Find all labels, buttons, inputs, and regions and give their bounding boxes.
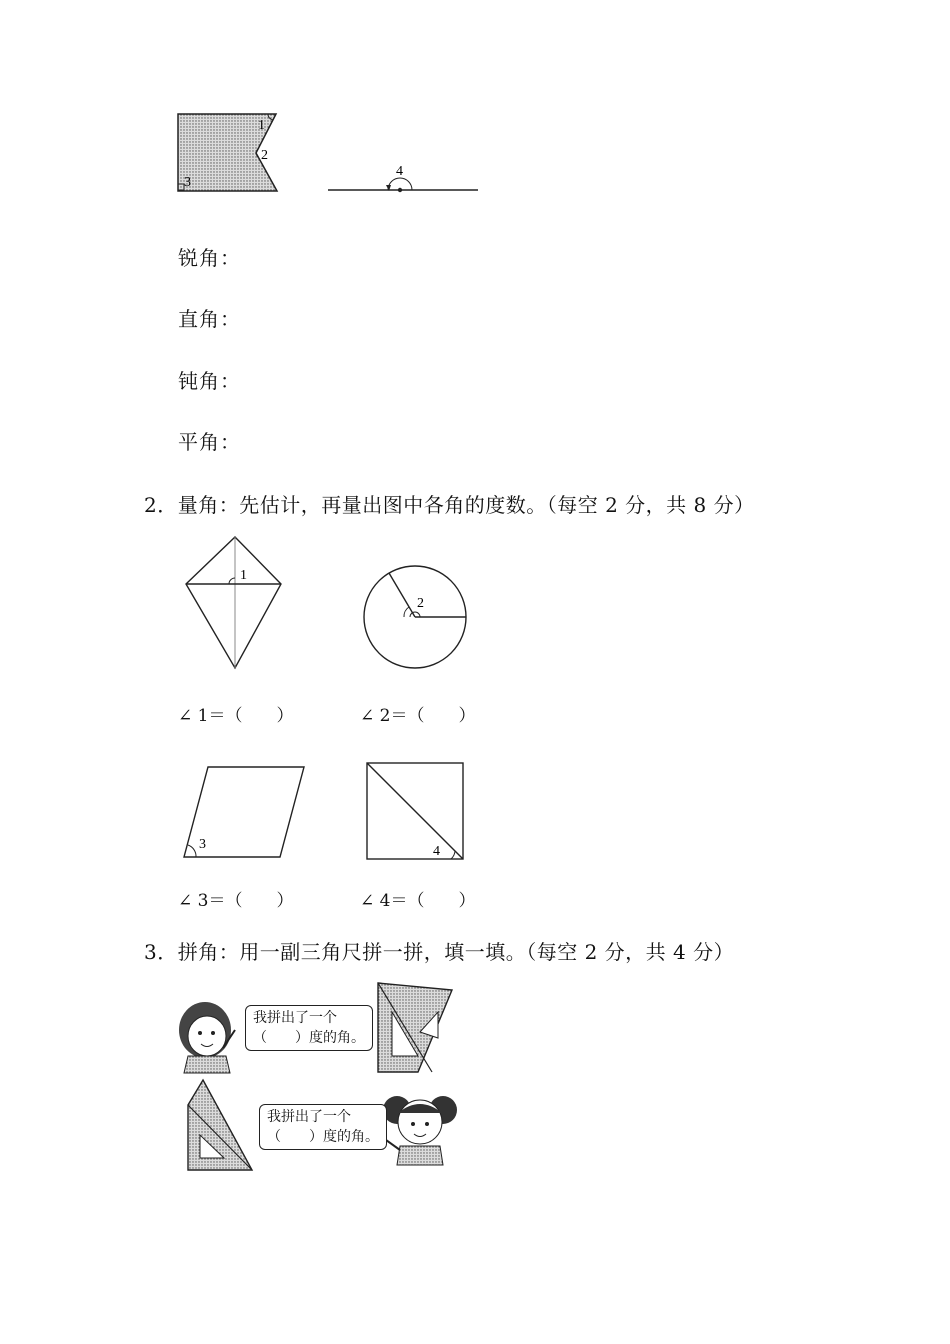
triangle-set-figure-1 (378, 983, 452, 1072)
angle-label-1: 1 (258, 118, 265, 133)
parallelogram-angle-label: 3 (199, 837, 206, 852)
bubble-2-line-2: （ ）度的角。 (267, 1129, 379, 1145)
speech-bubble-1 (245, 1005, 373, 1051)
speech-bubble-2 (259, 1104, 387, 1150)
bubble-1-line-1: 我拼出了一个 (253, 1010, 337, 1026)
angle-label-4: 4 (396, 164, 403, 179)
square-figure (367, 763, 463, 859)
acute-angle-label: 锐角： (178, 246, 241, 270)
angle-label-3: 3 (184, 175, 191, 190)
circle-angle-label: 2 (417, 596, 424, 611)
straight-angle-figure (328, 164, 478, 192)
answer-angle-4: ∠ 4＝（ ） (360, 891, 476, 911)
flag-shape-figure (178, 114, 277, 191)
girl-illustration-2 (383, 1096, 457, 1165)
bubble-1-line-2: （ ）度的角。 (253, 1030, 365, 1046)
obtuse-angle-label: 钝角： (178, 369, 241, 393)
angle-label-2: 2 (261, 148, 268, 163)
kite-angle-label: 1 (240, 568, 247, 583)
answer-angle-1: ∠ 1＝（ ） (178, 706, 294, 726)
answer-angle-3: ∠ 3＝（ ） (178, 891, 294, 911)
straight-angle-label: 平角： (178, 430, 241, 454)
kite-figure (186, 537, 281, 668)
triangle-set-figure-2 (188, 1080, 252, 1170)
circle-figure (364, 566, 466, 668)
question-2-text: 2．量角：先估计，再量出图中各角的度数。（每空 2 分，共 8 分） (144, 493, 755, 517)
bubble-2-line-1: 我拼出了一个 (267, 1109, 351, 1125)
parallelogram-figure (184, 767, 304, 857)
right-angle-label: 直角： (178, 307, 241, 331)
question-3-text: 3．拼角：用一副三角尺拼一拼，填一填。（每空 2 分，共 4 分） (144, 940, 735, 964)
girl-illustration-1 (179, 1002, 235, 1073)
answer-angle-2: ∠ 2＝（ ） (360, 706, 476, 726)
square-angle-label: 4 (433, 844, 440, 859)
